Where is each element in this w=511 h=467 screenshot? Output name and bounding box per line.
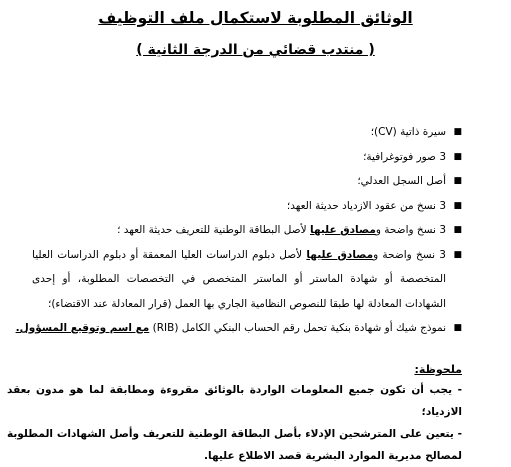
list-item-text: سيرة ذاتية (CV)؛: [370, 126, 446, 138]
list-item-text: 3 صور فوتوغرافية؛: [363, 150, 446, 163]
square-bullet-icon: ■: [453, 151, 462, 162]
page-subtitle: ( منتدب قضائي من الدرجة الثانية ): [136, 42, 375, 58]
notes-section: [7, 379, 462, 467]
square-bullet-icon: ■: [453, 323, 462, 333]
list-item-text-pre: نموذج شيك أو شهادة بنكية تحمل رقم الحساب البنكي الكامل (RIB): [149, 322, 446, 334]
certified-emphasis: مصادق عليها: [306, 248, 374, 261]
list-item-text-post: لأصل البطاقة الوطنية للتعريف حديثة العهد ؛: [117, 224, 310, 236]
certified-emphasis: مصادق عليها: [310, 224, 376, 236]
signature-emphasis: مع اسم وتوقيع المسؤول.: [15, 322, 150, 334]
list-item-text-post: لأصل دبلوم الدراسات العليا المعمقة أو دبلوم الدراسات العليا المتخصصة أو شهادة الماستر أو الماستر المتخصص في التخصصات المطلوبة، أو إحدى الشهادات المعادلة لها طبقا للنصوص النظامية الجاري بها العمل (قرار المعادلة عند الاقتضاء)؛: [32, 248, 446, 310]
page-title: الوثائق المطلوبة لاستكمال ملف التوظيف: [98, 9, 413, 27]
note-item: - يجب أن تكون جميع المعلومات الواردة بالوثائق مقروءة ومطابقة لما هو مدون بعقد الازدياد؛: [7, 384, 462, 418]
list-item: [15, 316, 462, 341]
list-item: [32, 169, 462, 194]
square-bullet-icon: ■: [453, 249, 462, 260]
list-item-text: 3 نسخ من عقود الازدياد حديثة العهد؛: [286, 199, 446, 212]
square-bullet-icon: ■: [453, 176, 462, 186]
list-item-text: أصل السجل العدلي؛: [357, 175, 446, 187]
list-item-text-pre: 3 نسخ واضحة و: [373, 248, 446, 261]
square-bullet-icon: ■: [453, 200, 462, 211]
list-item: [32, 218, 462, 243]
list-item: [32, 243, 462, 317]
list-item-text-pre: 3 نسخ واضحة و: [375, 224, 446, 236]
square-bullet-icon: ■: [453, 127, 462, 137]
list-item: [32, 120, 462, 145]
required-documents-list: [15, 120, 462, 341]
notes-heading: ملحوظة:: [414, 363, 462, 376]
list-item: [32, 145, 462, 170]
list-item: [32, 194, 462, 219]
square-bullet-icon: ■: [453, 225, 462, 235]
note-item: - يتعين على المترشحين الإدلاء بأصل البطاقة الوطنية للتعريف وأصل الشهادات المطلوبة لمصالح مديرية الموارد البشرية قصد الاطلاع عليها.: [7, 428, 462, 462]
